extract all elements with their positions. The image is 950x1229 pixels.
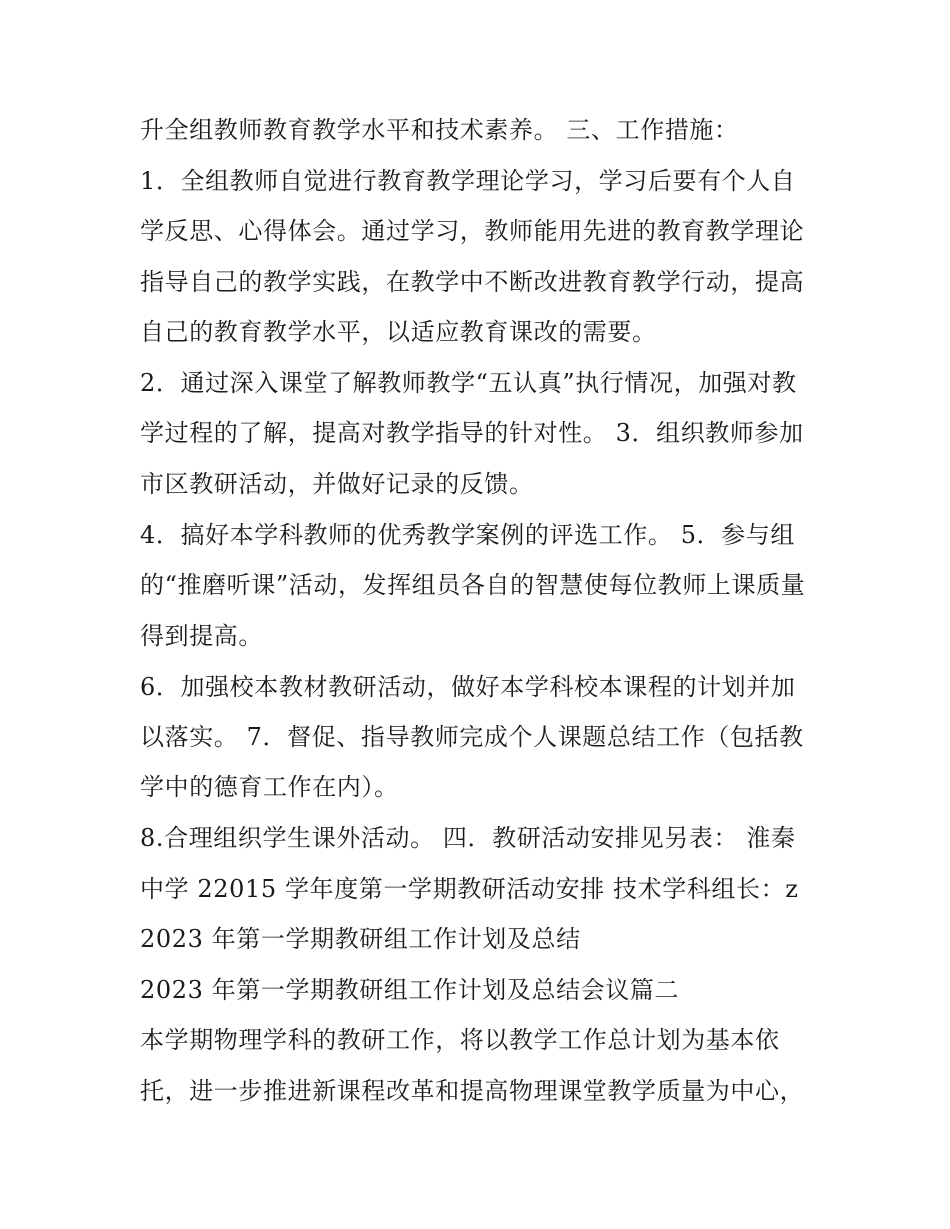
text-line: 1．全组教师自觉进行教育教学理论学习，学习后要有个人自: [140, 167, 796, 195]
text-line: 学反思、心得体会。通过学习，教师能用先进的教育教学理论: [140, 217, 805, 245]
text-line: 托，进一步推进新课程改革和提高物理课堂教学质量为中心，: [140, 1077, 805, 1105]
text-line: 得到提高。: [140, 622, 263, 650]
text-line: 自己的教育教学水平，以适应教育课改的需要。: [140, 318, 657, 346]
text-line: 指导自己的教学实践，在教学中不断改进教育教学行动，提高: [140, 268, 805, 296]
text-line: 学过程的了解，提高对教学指导的针对性。 3．组织教师参加: [140, 419, 804, 447]
text-line: 市区教研活动，并做好记录的反馈。: [140, 470, 534, 498]
text-line: 6．加强校本教材教研活动，做好本学科校本课程的计划并加: [140, 673, 796, 701]
text-line: 8.合理组织学生课外活动。 四．教研活动安排见另表： 淮秦: [140, 824, 796, 852]
text-line: 4．搞好本学科教师的优秀教学案例的评选工作。 5．参与组: [140, 521, 795, 549]
text-line: 2023 年第一学期教研组工作计划及总结: [140, 925, 581, 953]
text-line: 中学 22015 学年度第一学期教研活动安排 技术学科组长：z: [140, 875, 799, 903]
text-line: 学中的德育工作在内）。: [140, 773, 399, 801]
text-line: 的“推磨听课”活动，发挥组员各自的智慧使每位教师上课质量: [140, 571, 806, 599]
text-line: 2．通过深入课堂了解教师教学“五认真”执行情况，加强对教: [140, 369, 797, 397]
text-line: 以落实。 7．督促、指导教师完成个人课题总结工作（包括教: [140, 723, 804, 751]
text-line: 2023 年第一学期教研组工作计划及总结会议篇二: [140, 976, 680, 1004]
text-line: 升全组教师教育教学水平和技术素养。 三、工作措施：: [140, 116, 739, 144]
text-line: 本学期物理学科的教研工作，将以教学工作总计划为基本依: [140, 1026, 780, 1054]
